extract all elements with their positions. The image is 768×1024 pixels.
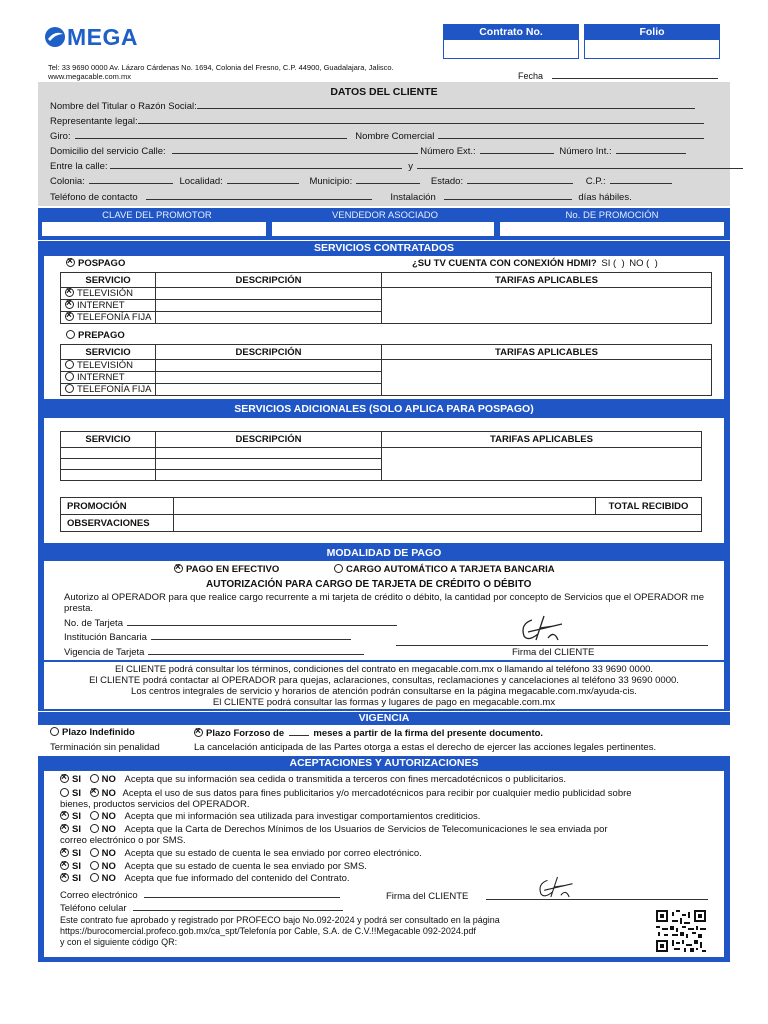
firma-cliente-2-label: Firma del CLIENTE <box>386 891 469 902</box>
hdmi-question: ¿SU TV CUENTA CON CONEXIÓN HDMI? SI ( ) NO ( ) <box>412 258 658 269</box>
si-radio[interactable] <box>60 774 69 783</box>
contact-line-2: www.megacable.com.mx <box>48 72 131 81</box>
adicional-servicio-cell[interactable] <box>61 459 156 470</box>
promocion-table <box>60 497 702 532</box>
col-servicio: SERVICIO <box>61 345 156 360</box>
adicional-tarifas-cell[interactable] <box>382 448 702 481</box>
adicionales-table <box>60 431 702 481</box>
prepago-radio[interactable] <box>66 330 75 339</box>
total-recibido-label: TOTAL RECIBIDO <box>596 498 702 515</box>
prepago-option[interactable]: PREPAGO <box>66 330 125 341</box>
descripcion-cell[interactable] <box>156 300 382 312</box>
promocion-label: PROMOCIÓN <box>61 498 174 515</box>
info-line-3: Los centros integrales de servicio y horarios de atención podrán consultarse en la página megacable.com.mx/ayuda-cis. <box>131 686 637 697</box>
servicios-title: SERVICIOS CONTRATADOS <box>38 242 730 255</box>
no-tarjeta-field[interactable]: No. de Tarjeta <box>64 617 397 629</box>
aceptacion-item[interactable]: ×SI NO Acepta que su estado de cuenta le sea enviado por SMS. <box>60 861 367 872</box>
auth-text: Autorizo al OPERADOR para que realice cargo recurrente a mi tarjeta de crédito o débito, la cantidad por concepto de Servicios que el OPERADOR me presta. <box>64 592 704 614</box>
tarjeta-radio[interactable] <box>334 564 343 573</box>
tarifas-cell[interactable] <box>382 360 712 396</box>
terminacion-label: Terminación sin penalidad <box>50 742 160 753</box>
no-radio[interactable] <box>90 848 99 857</box>
descripcion-cell[interactable] <box>156 360 382 372</box>
promocion-input[interactable] <box>500 222 724 236</box>
col-servicio: SERVICIO <box>61 432 156 448</box>
observaciones-input[interactable] <box>174 515 702 532</box>
no-radio[interactable] <box>90 774 99 783</box>
adicional-descripcion-cell[interactable] <box>156 459 382 470</box>
entre-calle-field: Entre la calle: y <box>50 160 743 172</box>
pospago-item[interactable]: ×TELEVISIÓN <box>61 288 156 300</box>
pospago-item[interactable]: ×INTERNET <box>61 300 156 312</box>
contract-box <box>443 24 579 59</box>
forzoso-radio[interactable] <box>194 728 203 737</box>
pospago-table <box>60 272 712 324</box>
titular-field: Nombre del Titular o Razón Social: <box>50 100 695 112</box>
pago-title: MODALIDAD DE PAGO <box>38 547 730 560</box>
aceptacion-item[interactable]: ×SI NO Acepta que su estado de cuenta le sea enviado por correo electrónico. <box>60 848 422 859</box>
promocion-label: No. DE PROMOCIÓN <box>565 210 659 221</box>
vigencia-tarjeta-field[interactable]: Vigencia de Tarjeta <box>64 646 364 658</box>
correo-field[interactable]: Correo electrónico <box>60 889 340 901</box>
folio-box <box>584 24 720 59</box>
tarifas-cell[interactable] <box>382 288 712 324</box>
si-radio[interactable] <box>60 788 69 797</box>
aceptacion-item[interactable]: ×SI NO Acepta que mi información sea utilizada para investigar comportamientos crediticios. <box>60 811 480 822</box>
telefono-celular-field[interactable]: Teléfono celular <box>60 902 343 914</box>
fecha-field <box>518 70 718 81</box>
signature-icon <box>514 610 568 646</box>
col-descripcion: DESCRIPCIÓN <box>156 273 382 288</box>
col-tarifas: TARIFAS APLICABLES <box>382 345 712 360</box>
observaciones-label: OBSERVACIONES <box>61 515 174 532</box>
si-radio[interactable] <box>60 824 69 833</box>
aceptacion-item-cont: bienes, productos servicios del OPERADOR. <box>60 799 250 810</box>
si-radio[interactable] <box>60 873 69 882</box>
fecha-label: Fecha <box>518 71 544 81</box>
col-descripcion: DESCRIPCIÓN <box>156 432 382 448</box>
prepago-item[interactable]: TELEFONÍA FIJA <box>61 384 156 396</box>
mega-logo-icon <box>44 26 66 48</box>
prepago-item[interactable]: INTERNET <box>61 372 156 384</box>
pago-tarjeta-option[interactable]: CARGO AUTOMÁTICO A TARJETA BANCARIA <box>334 564 555 575</box>
efectivo-radio[interactable] <box>174 564 183 573</box>
clave-promotor-label: CLAVE DEL PROMOTOR <box>102 210 212 221</box>
indefinido-radio[interactable] <box>50 727 59 736</box>
vendedor-label: VENDEDOR ASOCIADO <box>331 210 439 221</box>
descripcion-cell[interactable] <box>156 372 382 384</box>
pago-efectivo-option[interactable]: ×PAGO EN EFECTIVO <box>174 564 279 575</box>
no-radio[interactable] <box>90 873 99 882</box>
representante-field: Representante legal: <box>50 115 704 127</box>
descripcion-cell[interactable] <box>156 312 382 324</box>
datos-cliente-title: DATOS DEL CLIENTE <box>330 86 438 98</box>
cancelacion-label: La cancelación anticipada de las Partes otorga a estas el derecho de ejercer las acciones legales pertinentes. <box>194 742 657 753</box>
aceptacion-item[interactable]: ×SI NO Acepta que fue informado del contenido del Contrato. <box>60 873 350 884</box>
info-line-4: El CLIENTE podrá consultar las formas y lugares de pago en megacable.com.mx <box>212 697 556 708</box>
brand-logo <box>44 24 138 50</box>
folio-label: Folio <box>585 25 719 40</box>
si-radio[interactable] <box>60 811 69 820</box>
profeco-line-3: y con el siguiente código QR: <box>60 937 178 947</box>
col-descripcion: DESCRIPCIÓN <box>156 345 382 360</box>
adicional-servicio-cell[interactable] <box>61 448 156 459</box>
firma-cliente-label: Firma del CLIENTE <box>512 647 595 658</box>
adicional-descripcion-cell[interactable] <box>156 470 382 481</box>
prepago-item[interactable]: TELEVISIÓN <box>61 360 156 372</box>
qr-code-icon <box>656 910 706 952</box>
aceptacion-item-cont: correo electrónico o por SMS. <box>60 835 186 846</box>
firma-line <box>396 645 708 646</box>
profeco-line-2[interactable]: https://burocomercial.profeco.gob.mx/ca_spt/Telefonía por Cable, S.A. de C.V.!!Megacable 092-2024.pdf <box>60 926 476 936</box>
vendedor-input[interactable] <box>272 222 494 236</box>
aceptaciones-title: ACEPTACIONES Y AUTORIZACIONES <box>38 757 730 770</box>
colonia-field: Colonia: Localidad: Municipio: Estado: C.P.: <box>50 175 672 187</box>
pospago-radio[interactable] <box>66 258 75 267</box>
pospago-item[interactable]: ×TELEFONÍA FIJA <box>61 312 156 324</box>
prepago-table <box>60 344 712 396</box>
vigencia-title: VIGENCIA <box>38 712 730 725</box>
aceptacion-item[interactable]: ×SI NO Acepta que la Carta de Derechos Mínimos de los Usuarios de Servicios de Telecomunicaciones le sea enviada por <box>60 824 608 835</box>
aceptacion-item[interactable]: SI × NO Acepta el uso de sus datos para fines publicitarios y/o mercadotécnicos para recibir por cualquier medio publicidad sobre <box>60 788 632 799</box>
adicional-servicio-cell[interactable] <box>61 470 156 481</box>
col-tarifas: TARIFAS APLICABLES <box>382 273 712 288</box>
si-radio[interactable] <box>60 848 69 857</box>
no-radio[interactable] <box>90 861 99 870</box>
hdmi-si-option[interactable]: ( ) <box>613 258 625 269</box>
contact-line-1: Tel: 33 9690 0000 Av. Lázaro Cárdenas No. 1694, Colonia del Fresno, C.P. 44900, Guadalajara, Jalisco. <box>48 63 394 72</box>
institucion-field[interactable]: Institución Bancaria <box>64 631 351 643</box>
plazo-forzoso-option[interactable]: × Plazo Forzoso de meses a partir de la firma del presente documento. <box>194 727 543 739</box>
promocion-input[interactable] <box>174 498 596 515</box>
aceptacion-item[interactable]: ×SI NO Acepta que su información sea cedida o transmitida a terceros con fines mercadotécnicos o publicitarios. <box>60 774 566 785</box>
no-radio[interactable] <box>90 788 99 797</box>
firma-line-2 <box>486 899 708 900</box>
no-radio[interactable] <box>90 824 99 833</box>
auth-title: AUTORIZACIÓN PARA CARGO DE TARJETA DE CRÉDITO O DÉBITO <box>206 579 532 590</box>
hdmi-no-option[interactable]: ( ) <box>646 258 658 269</box>
signature-icon <box>530 872 580 902</box>
adicionales-title: SERVICIOS ADICIONALES (SOLO APLICA PARA POSPAGO) <box>38 403 730 416</box>
domicilio-field: Domicilio del servicio Calle: Número Ext.: Número Int.: <box>50 145 686 157</box>
no-radio[interactable] <box>90 811 99 820</box>
adicional-descripcion-cell[interactable] <box>156 448 382 459</box>
descripcion-cell[interactable] <box>156 384 382 396</box>
brand-name: MEGA <box>67 23 138 50</box>
info-line-2: El CLIENTE podrá contactar al OPERADOR para quejas, aclaraciones, consultas, reclamaciones y cancelaciones al teléfono 33 9690 0000. <box>89 675 679 686</box>
si-radio[interactable] <box>60 861 69 870</box>
clave-promotor-input[interactable] <box>42 222 266 236</box>
info-line-1: El CLIENTE podrá consultar los términos, condiciones del contrato en megacable.com.mx o llamando al teléfono 33 9690 0000. <box>114 664 654 675</box>
pospago-option[interactable]: ×POSPAGO <box>66 258 125 269</box>
contract-label: Contrato No. <box>444 25 578 40</box>
profeco-line-1: Este contrato fue aprobado y registrado por PROFECO bajo No.092-2024 y podrá ser consultado en la página <box>60 915 500 925</box>
descripcion-cell[interactable] <box>156 288 382 300</box>
col-servicio: SERVICIO <box>61 273 156 288</box>
telefono-field: Teléfono de contacto Instalación días hábiles. <box>50 192 632 203</box>
col-tarifas: TARIFAS APLICABLES <box>382 432 702 448</box>
giro-field: Giro: Nombre Comercial <box>50 130 704 142</box>
plazo-indefinido-option[interactable]: Plazo Indefinido <box>50 727 135 738</box>
